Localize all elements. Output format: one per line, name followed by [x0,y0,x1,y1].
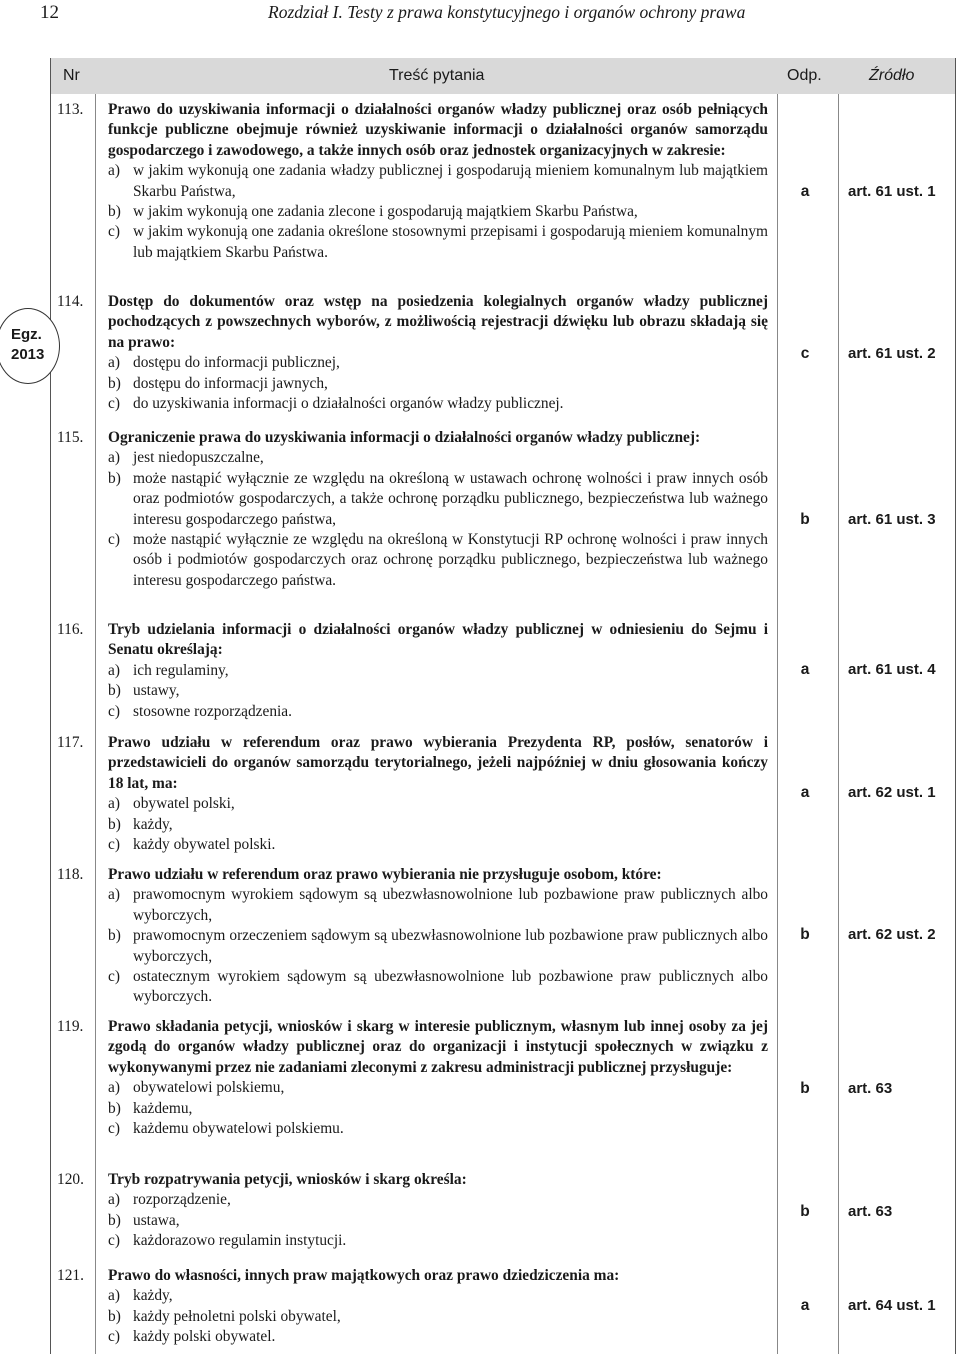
option-label: c) [108,1232,120,1250]
option-text: w jakim wykonują one zadania określone stosownymi przepisami i gospodarują mieniem komunalnym lub majątkiem Skarbu Państwa. [133,223,768,261]
option-text: stosowne rozporządzenia. [133,702,292,720]
option-label: a) [108,661,120,679]
option-text: może nastąpić wyłącznie ze względu na określoną w Konstytucji RP ochronę wolności i praw innych osób i podmiotów gospodarczych oraz ochronę porządku publicznego, bezpieczeństwa lub ważnego interesu gospodarczego państwa. [133,531,768,589]
option-text: każdemu, [133,1099,193,1117]
question-body [108,1170,768,1252]
correct-answer: a [800,183,810,200]
header-answer: Odp. [787,67,822,84]
question-stem: Prawo udziału w referendum oraz prawo wybierania Prezydenta RP, posłów, senatorów i przedstawicieli do organów samorządu terytorialnego, jeżeli najpóźniej w dniu głosowania kończy 18 lat, ma: [108,734,768,792]
option-label: a) [108,1079,120,1097]
answer-source: art. 64 ust. 1 [848,1297,936,1314]
answer-option [108,1286,768,1306]
answer-option [108,1099,768,1119]
option-text: ustawa, [133,1211,180,1229]
answer-option [108,661,768,681]
answer-option [108,681,768,701]
answer-source: art. 61 ust. 2 [848,345,936,362]
answer-option [108,794,768,814]
option-text: ustawy, [133,682,180,700]
option-label: c) [108,395,120,413]
option-label: c) [108,702,120,720]
option-label: c) [108,968,120,986]
option-text: w jakim wykonują one zadania zlecone i gospodarują majątkiem Skarbu Państwa, [133,203,638,221]
exam-badge-year: 2013 [11,346,45,363]
question-stem: Dostęp do dokumentów oraz wstęp na posiedzenia kolegialnych organów władzy publicznej pochodzących z powszechnych wyborów, z możliwością rejestracji dźwięku lub obrazu składają się na prawo: [108,293,768,351]
option-label: b) [108,682,121,700]
option-label: c) [108,531,120,549]
exam-badge-label: Egz. [11,326,42,343]
correct-answer: a [800,1297,810,1314]
answer-source: art. 61 ust. 4 [848,661,936,678]
option-label: b) [108,815,121,833]
answer-option [108,469,768,530]
option-label: b) [108,1099,121,1117]
question-body [108,865,768,1008]
page-number: 12 [40,2,59,23]
option-label: b) [108,203,121,221]
option-text: obywatelowi polskiemu, [133,1079,285,1097]
column-divider [777,94,778,1354]
option-text: każdy polski obywatel. [133,1328,276,1346]
option-label: c) [108,836,120,854]
option-label: c) [108,1120,120,1138]
question-body [108,1017,768,1139]
question-stem: Tryb udzielania informacji o działalności organów władzy publicznej w odniesieniu do Sejmu i Senatu określają: [108,621,768,659]
option-text: każdy pełnoletni polski obywatel, [133,1307,341,1325]
option-text: każdy, [133,1287,173,1305]
question-stem: Prawo udziału w referendum oraz prawo wybierania nie przysługuje osobom, które: [108,866,662,883]
option-label: c) [108,223,120,241]
question-number: 120. [57,1171,84,1188]
answer-option [108,967,768,1008]
answer-option [108,835,768,855]
correct-answer: b [800,511,810,528]
answer-option [108,353,768,373]
answer-source: art. 63 [848,1203,893,1220]
option-label: b) [108,927,121,945]
option-label: b) [108,1307,121,1325]
header-question-content: Treść pytania [389,67,485,84]
option-label: a) [108,795,120,813]
option-label: a) [108,449,120,467]
correct-answer: b [800,926,810,943]
option-text: prawomocnym orzeczeniem sądowym są ubezwłasnowolnione lub pozbawione praw publicznych albo wyborczych, [133,927,768,965]
answer-option [108,702,768,722]
answer-option [108,926,768,967]
question-number: 113. [57,101,84,118]
option-text: każdy, [133,815,173,833]
correct-answer: b [800,1080,810,1097]
correct-answer: b [800,1203,810,1220]
question-number: 119. [57,1018,84,1035]
option-text: może nastąpić wyłącznie ze względu na określoną w ustawach ochronę wolności i praw innych osób oraz podmiotów gospodarczych, a także ochronę porządku publicznego, bezpieczeństwa lub ważnego interesu gospodarczego państwa, [133,469,768,528]
option-text: dostępu do informacji publicznej, [133,354,340,372]
question-body [108,620,768,722]
question-number: 117. [57,734,84,751]
correct-answer: a [800,784,810,801]
option-label: b) [108,374,121,392]
answer-option [108,1327,768,1347]
question-body [108,733,768,855]
question-stem: Prawo składania petycji, wniosków i skarg w interesie publicznym, własnym lub innej osoby za jej zgodą do organów władzy publicznej oraz do organizacji i instytucji społecznych w związku z wykonywanymi przez nie zadaniami zleconymi z zakresu administracji publicznej przysługuje: [108,1018,768,1076]
correct-answer: a [800,661,810,678]
answer-source: art. 62 ust. 1 [848,784,936,801]
question-number: 118. [57,866,84,883]
answer-source: art. 61 ust. 1 [848,183,936,200]
answer-option [108,1078,768,1098]
answer-source: art. 63 [848,1080,893,1097]
answer-option [108,448,768,468]
answer-option [108,1211,768,1231]
option-text: każdorazowo regulamin instytucji. [133,1232,347,1250]
question-number: 116. [57,621,84,638]
running-header: Rozdział I. Testy z prawa konstytucyjnego i organów ochrony prawa [268,2,746,22]
option-label: a) [108,1191,120,1209]
question-stem: Prawo do uzyskiwania informacji o działalności organów władzy publicznej oraz osób pełniących funkcje publiczne obejmuje również uzyskiwanie informacji o działalności organów samorządu gospodarczego i zawodowego, a także innych osób oraz jednostek organizacyjnych w zakresie: [108,101,768,159]
header-nr: Nr [63,67,80,84]
question-body [108,1266,768,1348]
option-label: a) [108,162,120,180]
answer-option [108,1231,768,1251]
option-text: dostępu do informacji jawnych, [133,374,328,392]
correct-answer: c [800,345,810,362]
option-label: a) [108,354,120,372]
option-text: obywatel polski, [133,795,235,813]
option-text: w jakim wykonują one zadania władzy publicznej i gospodarują mieniem komunalnym lub majątkiem Skarbu Państwa, [133,162,768,200]
question-number: 121. [57,1267,84,1284]
question-body [108,100,768,263]
answer-option [108,394,768,414]
option-text: ostatecznym wyrokiem sądowym są ubezwłasnowolnione lub pozbawione praw publicznych albo wyborczych. [133,968,768,1006]
column-divider [95,94,96,1354]
question-stem: Ograniczenie prawa do uzyskiwania informacji o działalności organów władzy publicznej: [108,429,701,446]
column-divider [838,94,839,1354]
option-text: jest niedopuszczalne, [133,449,264,467]
answer-option [108,374,768,394]
question-body [108,292,768,414]
header-source: Źródło [869,67,915,84]
option-label: a) [108,1287,120,1305]
answer-source: art. 61 ust. 3 [848,511,936,528]
option-label: b) [108,1211,121,1229]
question-number: 115. [57,429,84,446]
option-label: c) [108,1328,120,1346]
answer-option [108,1307,768,1327]
question-stem: Prawo do własności, innych praw majątkowych oraz prawo dziedziczenia ma: [108,1267,620,1284]
option-text: rozporządzenie, [133,1191,231,1209]
option-label: b) [108,469,121,487]
answer-option [108,1190,768,1210]
answer-source: art. 62 ust. 2 [848,926,936,943]
option-text: każdemu obywatelowi polskiemu. [133,1120,344,1138]
option-text: każdy obywatel polski. [133,836,276,854]
question-number: 114. [57,293,84,310]
question-body [108,428,768,591]
table-header-row [51,58,955,94]
answer-option [108,161,768,202]
option-text: do uzyskiwania informacji o działalności organów władzy publicznej. [133,395,564,413]
option-text: ich regulaminy, [133,661,229,679]
question-stem: Tryb rozpatrywania petycji, wniosków i skarg określa: [108,1171,467,1188]
option-text: prawomocnym wyrokiem sądowym są ubezwłasnowolnione lub pozbawione praw publicznych albo wyborczych, [133,886,768,924]
answer-option [108,885,768,926]
answer-option [108,222,768,263]
option-label: a) [108,886,120,904]
answer-option [108,1119,768,1139]
answer-option [108,530,768,591]
answer-option [108,815,768,835]
answer-option [108,202,768,222]
